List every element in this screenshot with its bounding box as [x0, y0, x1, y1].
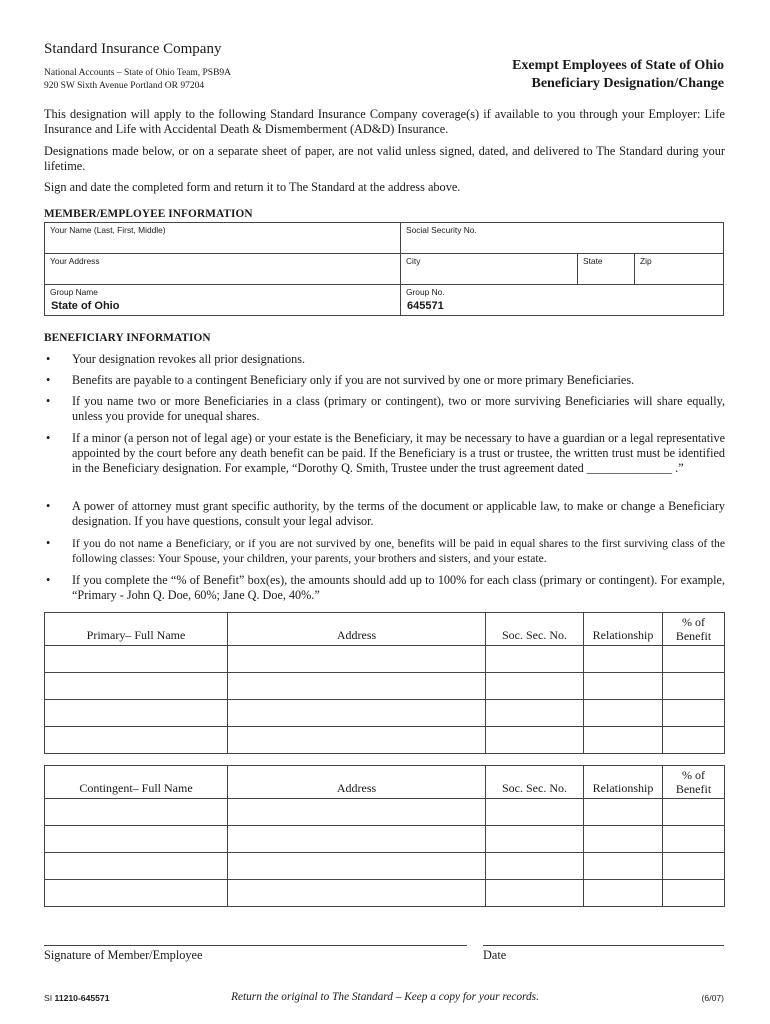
bullet-dot: •: [46, 394, 51, 408]
bullet-text: If you complete the “% of Benefit” box(es), the amounts should add up to 100% for each class (primary or contingent). For example, “Primary - John Q. Doe, 60%; Jane Q. Doe, 40%.”: [72, 573, 725, 602]
ssn-cell[interactable]: [486, 880, 584, 907]
address-label: Your Address: [50, 256, 100, 266]
name-cell[interactable]: [45, 880, 228, 907]
address-cell[interactable]: [228, 853, 486, 880]
bullet-text: If you do not name a Beneficiary, or if you are not survived by one, benefits will be paid in equal shares to the first surviving class of the following classes: Your Spouse, your children, your parents, your brothers and sisters, and your estate.: [72, 537, 725, 565]
bullet-dot: •: [46, 536, 51, 550]
relationship-cell[interactable]: [584, 826, 663, 853]
contingent-beneficiary-table: [44, 765, 725, 907]
table-row: [45, 646, 725, 673]
relationship-cell[interactable]: [584, 799, 663, 826]
footer-note: Return the original to The Standard – Keep a copy for your records.: [231, 991, 539, 1003]
name-label: Your Name (Last, First, Middle): [50, 225, 166, 235]
address-line-1: National Accounts – State of Ohio Team, PSB9A: [44, 68, 232, 78]
ssn-cell[interactable]: [486, 646, 584, 673]
percent-cell[interactable]: [663, 826, 725, 853]
address-cell[interactable]: [228, 826, 486, 853]
column-header: Primary– Full Name: [45, 613, 228, 646]
ssn-cell[interactable]: [486, 826, 584, 853]
group-no-label: Group No.: [406, 287, 445, 297]
name-cell[interactable]: [45, 646, 228, 673]
name-cell[interactable]: [45, 799, 228, 826]
percent-cell[interactable]: [663, 880, 725, 907]
ssn-cell[interactable]: [486, 727, 584, 754]
table-row: [45, 673, 725, 700]
column-header: Relationship: [584, 766, 663, 799]
name-cell[interactable]: [45, 673, 228, 700]
intro-paragraph-2: Designations made below, or on a separate sheet of paper, are not valid unless signed, dated, and delivered to The Standard during your lifetime.: [44, 144, 725, 173]
bullet-dot: •: [46, 573, 51, 587]
bullet-item: [44, 573, 725, 603]
bullet-item: [44, 499, 725, 529]
state-label: State: [583, 256, 603, 266]
column-header: Soc. Sec. No.: [486, 766, 584, 799]
table-row: [45, 853, 725, 880]
date-label: Date: [483, 948, 507, 962]
percent-cell[interactable]: [663, 799, 725, 826]
bullet-dot: •: [46, 352, 51, 366]
address-cell[interactable]: [228, 727, 486, 754]
percent-cell[interactable]: [663, 727, 725, 754]
bullet-dot: •: [46, 373, 51, 387]
form-title-line-1: Exempt Employees of State of Ohio: [512, 58, 724, 73]
ssn-cell[interactable]: [486, 673, 584, 700]
revision-date: (6/07): [701, 993, 724, 1003]
table-row: [45, 880, 725, 907]
bullet-item: [44, 373, 725, 388]
bullet-dot: •: [46, 431, 51, 445]
bullet-item: [44, 394, 725, 424]
bullet-text: If you name two or more Beneficiaries in a class (primary or contingent), two or more surviving Beneficiaries will share equally, unless you provide for unequal shares.: [72, 394, 725, 423]
column-header: % of Benefit: [663, 613, 725, 646]
zip-field[interactable]: [635, 254, 724, 285]
name-cell[interactable]: [45, 826, 228, 853]
member-section-heading: MEMBER/EMPLOYEE INFORMATION: [44, 208, 253, 220]
bullet-text: Your designation revokes all prior designations.: [72, 352, 306, 366]
city-label: City: [406, 256, 421, 266]
column-header: Contingent– Full Name: [45, 766, 228, 799]
address-field[interactable]: [45, 254, 401, 285]
table-row: [45, 700, 725, 727]
group-name-value: State of Ohio: [51, 300, 120, 312]
table-row: [45, 727, 725, 754]
table-header-row: [45, 766, 725, 799]
city-field[interactable]: [401, 254, 578, 285]
name-cell[interactable]: [45, 853, 228, 880]
address-cell[interactable]: [228, 880, 486, 907]
zip-label: Zip: [640, 256, 652, 266]
percent-cell[interactable]: [663, 853, 725, 880]
group-no-value: 645571: [407, 300, 444, 312]
column-header: Address: [228, 613, 486, 646]
column-header: Address: [228, 766, 486, 799]
primary-beneficiary-table: [44, 612, 725, 754]
company-name: Standard Insurance Company: [44, 41, 222, 57]
bullet-text: Benefits are payable to a contingent Beneficiary only if you are not survived by one or more primary Beneficiaries.: [72, 373, 635, 387]
relationship-cell[interactable]: [584, 700, 663, 727]
form-number-value: 11210-645571: [54, 993, 110, 1003]
group-no-field: [401, 285, 724, 315]
name-cell[interactable]: [45, 700, 228, 727]
state-field[interactable]: [578, 254, 635, 285]
date-field[interactable]: [483, 945, 724, 968]
address-cell[interactable]: [228, 799, 486, 826]
table-header-row: [45, 613, 725, 646]
table-row: [45, 826, 725, 853]
ssn-label: Social Security No.: [406, 225, 477, 235]
percent-cell[interactable]: [663, 700, 725, 727]
group-name-label: Group Name: [50, 287, 98, 297]
address-line-2: 920 SW Sixth Avenue Portland OR 97204: [44, 81, 205, 91]
column-header: Relationship: [584, 613, 663, 646]
intro-paragraph-1: This designation will apply to the following Standard Insurance Company coverage(s) if available to you through your Employer: Life Insurance and Life with Accidental Death & Dismemberment (AD&D) Insurance.: [44, 107, 725, 136]
beneficiary-section-heading: BENEFICIARY INFORMATION: [44, 332, 211, 344]
bullet-item: [44, 431, 725, 491]
form-prefix: SI: [44, 993, 55, 1003]
name-field[interactable]: [45, 223, 401, 254]
relationship-cell[interactable]: [584, 853, 663, 880]
ssn-cell[interactable]: [486, 700, 584, 727]
member-info-grid: [44, 222, 724, 316]
relationship-cell[interactable]: [584, 673, 663, 700]
bullet-text: A power of attorney must grant specific authority, by the terms of the document or applicable law, to make or change a Beneficiary designation. If you have questions, consult your legal advisor.: [72, 499, 725, 528]
ssn-field[interactable]: [401, 223, 724, 254]
relationship-cell[interactable]: [584, 646, 663, 673]
bullet-dot: •: [46, 499, 51, 513]
bullet-item: [44, 352, 725, 367]
column-header: Soc. Sec. No.: [486, 613, 584, 646]
column-header: % of Benefit: [663, 766, 725, 799]
address-cell[interactable]: [228, 646, 486, 673]
address-cell[interactable]: [228, 700, 486, 727]
bullet-text: If a minor (a person not of legal age) or your estate is the Beneficiary, it may be necessary to have a guardian or a legal representative appointed by the court before any death benefit can be paid. If the Beneficiary is a trust or trustee, the written trust must be identified in the Beneficiary designation. For example, “Dorothy Q. Smith, Trustee under the trust agreement dated ______________ .”: [72, 431, 725, 475]
address-cell[interactable]: [228, 673, 486, 700]
name-cell[interactable]: [45, 727, 228, 754]
signature-field[interactable]: [44, 945, 467, 968]
percent-cell[interactable]: [663, 673, 725, 700]
relationship-cell[interactable]: [584, 880, 663, 907]
bullet-item: [44, 536, 725, 566]
table-row: [45, 799, 725, 826]
relationship-cell[interactable]: [584, 727, 663, 754]
ssn-cell[interactable]: [486, 799, 584, 826]
group-name-field: [45, 285, 401, 315]
intro-paragraph-3: Sign and date the completed form and return it to The Standard at the address above.: [44, 180, 461, 194]
form-title-line-2: Beneficiary Designation/Change: [531, 76, 724, 91]
ssn-cell[interactable]: [486, 853, 584, 880]
signature-label: Signature of Member/Employee: [44, 948, 203, 962]
percent-cell[interactable]: [663, 646, 725, 673]
